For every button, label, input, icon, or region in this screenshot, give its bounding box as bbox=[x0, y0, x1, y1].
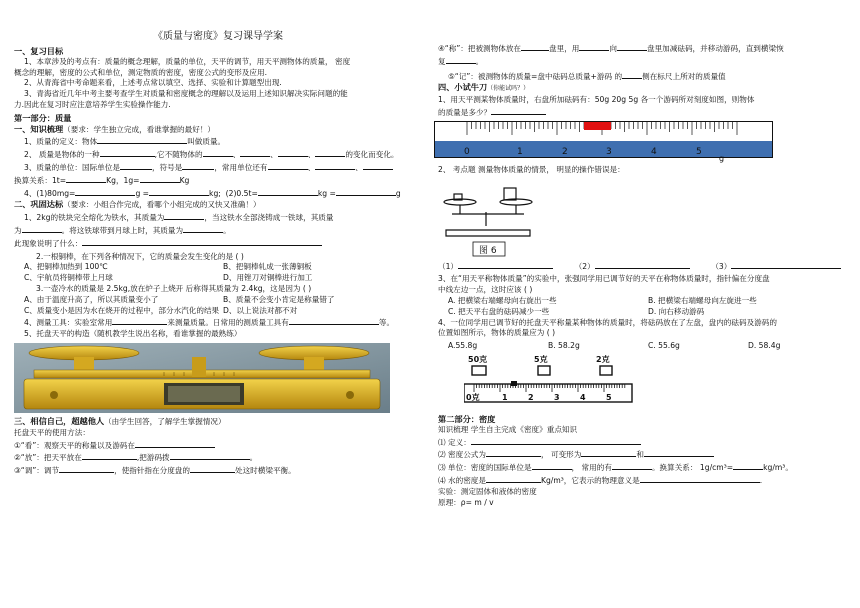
balance-diagram bbox=[438, 178, 848, 260]
q2-blank-5[interactable] bbox=[315, 148, 345, 157]
r1-mid-3: 盘里加减砝码，并移动游码，直到横梁恢 bbox=[647, 44, 784, 53]
c4-text: 4、测量工具：实验室常用 bbox=[24, 318, 113, 328]
d2-mid: ， 可变形为 bbox=[540, 450, 582, 460]
balance-photo bbox=[14, 343, 390, 413]
usage-title: 托盘天平的使用方法： bbox=[14, 427, 90, 437]
t4-option-b: B. 58.2g bbox=[548, 341, 580, 351]
usage-2-blank-2[interactable] bbox=[170, 451, 250, 460]
t4-text: 4、一位同学用已调节好的托盘天平称量某种物体的质量时，将砝码放在了左盘，盘内的砝码及游码的 bbox=[438, 317, 777, 327]
d3-text: ⑶ 单位：密度的国际单位是 bbox=[438, 463, 532, 473]
knowledge-note: （要求：学生独立完成，看谁掌握的最好！） bbox=[63, 124, 216, 134]
q3-blank[interactable] bbox=[120, 161, 152, 170]
page-title: 《质量与密度》复习课导学案 bbox=[153, 31, 283, 42]
c1-text: 1、2kg的铁块完全熔化为铁水，其质量为 bbox=[24, 213, 165, 223]
q2-blank[interactable] bbox=[100, 148, 155, 157]
t2-option-3: （3） bbox=[711, 261, 732, 271]
balance-diagram-svg bbox=[438, 178, 538, 260]
weights-figure bbox=[464, 354, 848, 412]
q3-mid: ，符号是 bbox=[151, 162, 183, 172]
d1-text: ⑴ 定义： bbox=[438, 437, 471, 447]
c5-text: 5、托盘天平的构造（随机教学生说出名称，看谁掌握的最熟练） bbox=[24, 329, 242, 339]
figure-6-label: 图 6 bbox=[479, 245, 497, 256]
c1-question: 此现象说明了什么： bbox=[14, 238, 83, 248]
r2-end: 侧在标尺上所对的质量值 bbox=[642, 71, 726, 81]
c1-answer-blank[interactable] bbox=[82, 237, 322, 246]
scale-label-5: 5 bbox=[606, 392, 612, 402]
weight-2g bbox=[600, 366, 612, 375]
q4-blank-2[interactable] bbox=[149, 187, 209, 196]
c3-text: 3.一壶冷水的质量是 2.5kg,放在炉子上烧开 后称得其质量为 2.4kg，这是因为 ( ) bbox=[36, 283, 312, 293]
q4-mid-3: kg = bbox=[317, 188, 336, 198]
q4-mid: g = bbox=[135, 188, 150, 198]
goal-1-cont: 概念的理解，密度的公式和单位，测定物质的密度，密度公式的变形及应用. bbox=[14, 67, 268, 77]
q1-text: 1、质量的定义：物体 bbox=[24, 137, 98, 147]
weight-5g bbox=[538, 366, 550, 375]
consolidate-heading: 二、巩固达标 bbox=[14, 199, 64, 210]
d4-mid: Kg/m³，它表示的物理意义是 bbox=[540, 475, 640, 485]
usage-2-blank[interactable] bbox=[82, 451, 137, 460]
t2-blank-3[interactable] bbox=[731, 260, 841, 269]
c2-option-b: B、把铜棒轧成一张薄铜板 bbox=[223, 262, 312, 272]
r1-blank-2[interactable] bbox=[579, 42, 609, 51]
t1-blank[interactable] bbox=[491, 106, 546, 115]
d3-mid: ， 常用的有 bbox=[571, 463, 612, 473]
t3-cont: 中线左边一点，这时应该 ( ) bbox=[438, 285, 533, 295]
d2-blank[interactable] bbox=[486, 448, 541, 457]
section4-heading: 四、小试牛刀 bbox=[438, 82, 488, 93]
q2-blank-2[interactable] bbox=[203, 148, 233, 157]
d4-blank[interactable] bbox=[486, 474, 541, 483]
d3-mid-2: 。换算关系： 1g/cm³= bbox=[651, 463, 734, 473]
q1-end: 叫做质量。 bbox=[187, 137, 226, 147]
right-column bbox=[438, 42, 848, 508]
goal-3-cont: 力.因此在复习时应注意培养学生实验操作能力. bbox=[14, 99, 171, 109]
r2-blank[interactable] bbox=[622, 70, 642, 79]
weight-50g bbox=[472, 366, 486, 375]
q2-blank-3[interactable] bbox=[240, 148, 270, 157]
usage-3-end: 处这时横梁平衡。 bbox=[235, 466, 296, 476]
t3-option-b: B. 把横梁右端螺母向左旋进一些 bbox=[648, 295, 757, 305]
c3-option-d: D、以上说法对都不对 bbox=[223, 305, 298, 315]
weight-label-5g: 5克 bbox=[534, 354, 548, 364]
q3-conv-mid: Kg，1g= bbox=[106, 175, 140, 185]
c3-option-b: B、质量不会变小肯定是称量错了 bbox=[223, 294, 335, 304]
q3-blank-5[interactable] bbox=[363, 161, 393, 170]
usage-2-mid: ,把游码拨 bbox=[136, 453, 170, 463]
section3-note: （由学生回答，了解学生掌握情况） bbox=[104, 416, 226, 426]
balance-illustration bbox=[14, 343, 390, 413]
q3-mid-2: ，常用单位还有 bbox=[214, 162, 268, 172]
c4-mid: 来测量质量。日常用的测质量工具有 bbox=[167, 318, 289, 328]
ruler-svg bbox=[434, 121, 774, 163]
t3-option-a: A. 把横梁右端螺母向右旋出一些 bbox=[448, 295, 557, 305]
experiment-title: 实验：测定固体和液体的密度 bbox=[438, 486, 537, 496]
scale-label-4: 4 bbox=[580, 392, 586, 402]
q3-blank-4[interactable] bbox=[315, 161, 355, 170]
t2-blank-1[interactable] bbox=[458, 260, 553, 269]
c1-mid-2: 。将这铁球带到月球上时，其质量为 bbox=[61, 225, 184, 235]
t2-option-2: （2） bbox=[574, 261, 595, 271]
q2-mid: ,它不随物体的 bbox=[154, 150, 203, 160]
q3-blank-2[interactable] bbox=[182, 161, 214, 170]
c4-blank[interactable] bbox=[112, 316, 167, 325]
d3-blank-3[interactable] bbox=[733, 461, 763, 470]
d2-text: ⑵ 密度公式为 bbox=[438, 450, 486, 460]
t1-cont: 的质量是多少？ bbox=[438, 107, 492, 117]
scale-label-1: 1 bbox=[502, 392, 508, 402]
d2-mid-2: 和 bbox=[636, 450, 644, 460]
d3-blank-2[interactable] bbox=[612, 461, 652, 470]
c1-blank[interactable] bbox=[164, 211, 204, 220]
ruler-label-0: 0 bbox=[464, 146, 470, 157]
usage-2-end: 。 bbox=[249, 453, 258, 463]
q2-end: 的变化而变化。 bbox=[345, 150, 399, 160]
scale-label-2: 2 bbox=[528, 392, 534, 402]
q3-conv-blank-2[interactable] bbox=[140, 174, 180, 183]
principle-formula: 原理：ρ= m / v bbox=[438, 497, 494, 507]
section-goals-heading: 一、复习目标 bbox=[14, 46, 64, 56]
ruler-label-1: 1 bbox=[517, 146, 523, 157]
q4-blank[interactable] bbox=[75, 187, 135, 196]
d4-text: ⑷ 水的密度是 bbox=[438, 475, 486, 485]
d4-blank-2[interactable] bbox=[640, 474, 763, 485]
r1-mid-2: 向 bbox=[609, 44, 617, 53]
part2-heading: 第二部分：密度 bbox=[438, 413, 496, 424]
ruler-label-3: 3 bbox=[606, 146, 612, 157]
ruler-label-2: 2 bbox=[562, 146, 568, 157]
goal-1: 1、本章涉及的考点有：质量的概念理解，质量的单位，天平的调节，用天平测物体的质量， 密度 bbox=[24, 56, 351, 66]
q4-text: 4、(1)80mg= bbox=[24, 188, 76, 198]
c4-end: 等。 bbox=[378, 318, 395, 328]
r1-blank-4[interactable] bbox=[446, 55, 476, 64]
usage-1: ①“看”：观察天平的称量以及游码在 bbox=[14, 440, 135, 450]
usage-2: ②“放”：把天平放在 bbox=[14, 453, 82, 463]
q3-conv: 换算关系：1t= bbox=[14, 175, 67, 185]
r2-text: ⑤“记”：被测物体的质量=盘中砝码总质量+游码 的 bbox=[448, 71, 623, 81]
t3-option-c: C. 把天平右盘的砝码减少一些 bbox=[448, 306, 550, 316]
ruler-unit: g bbox=[719, 153, 725, 163]
knowledge-heading: 一、知识梳理 bbox=[14, 123, 64, 134]
r1-blank[interactable] bbox=[521, 42, 549, 51]
q4-mid-2: kg; bbox=[209, 188, 221, 198]
c3-option-c: C、质量变小是因为水在烧开的过程中，部分水汽化的结果 bbox=[24, 305, 220, 315]
c2-text: 2.一根铜棒，在下列各种情况下，它的质量会发生变化的是 ( ) bbox=[36, 251, 244, 261]
weight-label-50g: 50克 bbox=[468, 354, 488, 364]
c2-option-d: D、用锉刀对铜棒进行加工 bbox=[223, 273, 313, 283]
t1-text: 1、用天平测某物体质量时，右盘所加砝码有：50g 20g 5g 各一个游码所对刻度如图，则物体 bbox=[438, 95, 755, 105]
t3-text: 3、在“用天平称物体质量”的实验中，张强同学用已调节好的天平在称物体质量时，指针偏在分度盘 bbox=[438, 274, 770, 284]
r1-cont: 复 bbox=[438, 56, 446, 66]
c1-blank-2[interactable] bbox=[22, 224, 62, 233]
scale-label-3: 3 bbox=[554, 392, 560, 402]
d2-blank-3[interactable] bbox=[644, 448, 714, 457]
d3-blank[interactable] bbox=[532, 461, 572, 470]
q3-conv-end: Kg bbox=[179, 175, 190, 185]
d1-blank[interactable] bbox=[471, 436, 641, 445]
t3-option-d: D. 向右移动游码 bbox=[648, 306, 705, 316]
r1-mid: 盘里，用 bbox=[549, 44, 580, 53]
t2-option-1: （1） bbox=[438, 261, 459, 271]
c3-option-a: A、由于温度升高了，所以其质量变小了 bbox=[24, 294, 159, 304]
section3-heading: 三、相信自己，超越他人 bbox=[14, 415, 105, 426]
q4-blank-4[interactable] bbox=[336, 187, 396, 196]
c1-end: 。 bbox=[223, 225, 231, 235]
q3-blank-3[interactable] bbox=[268, 161, 308, 170]
d4-end: . bbox=[759, 475, 763, 485]
scale-label-0: 0克 bbox=[466, 392, 480, 402]
r1-text: ④“称”：把被测物体放在 bbox=[438, 44, 522, 53]
rider-marker bbox=[584, 122, 611, 130]
usage-3-blank-2[interactable] bbox=[190, 464, 235, 473]
ruler-label-4: 4 bbox=[651, 146, 657, 157]
q2-text: 2、 质量是物体的一种 bbox=[24, 150, 100, 160]
r1-end: 。 bbox=[475, 56, 484, 66]
q3-conv-blank[interactable] bbox=[66, 174, 106, 183]
part1-heading: 第一部分：质量 bbox=[14, 112, 72, 123]
t4-option-d: D. 58.4g bbox=[748, 341, 781, 351]
q3-text: 3、质量的单位：国际单位是 bbox=[24, 162, 120, 172]
section4-note: （你能试吗？） bbox=[487, 85, 530, 93]
q4-part2: (2)0.5t= bbox=[225, 188, 258, 198]
ruler-figure bbox=[434, 121, 848, 163]
left-column: 《质量与密度》复习课导学案 一、复习目标 1、本章涉及的考点有：质量的概念理解，质量的单位，天平的调节，用天平测物体的质量， 密度 概念的理解，密度的公式和单位，测定物质的密度，密度公式的变形及应用. 2、从青海省中考命题来看，上述考点常以填空、选择、实验和计算题型出现. 3、青海省近几年中考主要考查学生对质量和密度概念的理解以及运用上述知识解决实际问题的能 力.因此在复习时应注意培养学生实验操作能力. 第一部分：质量 一、知识梳理（要求：学生独立完成，看谁掌握的最好！） 1、质量的定义：物体 叫做质量。 2、 质量是物体的一种 ,它不随物体的 、 、 、 的变化而变化。 3、质量的单位：国际单位是 ，符号是 ，常用单位还有 、 、 换算关系：1t= Kg，1g= Kg 4、(1)80mg= g = kg; (2)0.5t= kg = g 二、巩固达标（要求：小组合作完成，看哪个小组完成的又快又准确！） 1、2kg的铁块完全熔化为铁水，其质量为 ，当这铁水全部浇铸成一铁球，其质量 为 。将这铁球带到月球上时，其质量为 。 此现象说明了什么： 2.一根铜棒，在下列各种情况下，它的质量会发生变化的是 ( ) A、把铜棒加热到 100℃ B、把铜棒轧成一张薄铜板 C、宇航员将铜棒带上月球 D、用锉刀对铜棒进行加工 3.一壶冷水的质量是 2.5kg,放在炉子上烧开 后称得其质量为 2.4kg，这是因为 ( ) A、由于温度升高了，所以其质量变小了 B、质量不会变小肯定是称量错了 C、质量变小是因为水在烧开的过程中，部分水汽化的结果 D、以上说法对都不对 4、测量工具：实验室常用 来测量质量。日常用的测质量工具有 等。 5、托盘天平的构造（随机教学生说出名称，看谁掌握的最熟练） 三、相信自己，超越他人（由学生回答，了解学生掌握情况） 托盘天平的使用方法： ①“看”：观察天平的称量以及游码在 ②“放”：把天平放在 ,把游码拨 。 ③“调”：调节 ，使指针指在分度盘的 处这时横梁平衡。 bbox=[14, 0, 422, 477]
usage-3: ③“调”：调节 bbox=[14, 466, 60, 476]
consolidate-note: （要求：小组合作完成，看哪个小组完成的又快又准确！） bbox=[63, 200, 261, 210]
c1-blank-3[interactable] bbox=[183, 224, 223, 233]
d2-blank-2[interactable] bbox=[581, 448, 636, 457]
density-intro: 知识梳理 学生自主完成《密度》重点知识 bbox=[438, 424, 578, 434]
ruler-label-5: 5 bbox=[696, 146, 702, 157]
scale-rider bbox=[511, 381, 517, 386]
usage-3-blank[interactable] bbox=[59, 464, 114, 473]
q2-blank-4[interactable] bbox=[278, 148, 308, 157]
goal-3: 3、青海省近几年中考主要考查学生对质量和密度概念的理解以及运用上述知识解决实际问题的能 bbox=[24, 89, 348, 99]
t2-blank-2[interactable] bbox=[595, 260, 690, 269]
usage-1-blank[interactable] bbox=[135, 439, 215, 448]
weights-svg bbox=[464, 354, 634, 412]
c2-option-c: C、宇航员将铜棒带上月球 bbox=[24, 273, 113, 283]
usage-3-mid: ，使指针指在分度盘的 bbox=[114, 466, 190, 476]
t4-cont: 位置如图所示，物体的质量应为 ( ) bbox=[438, 328, 556, 338]
c1-cont: 为 bbox=[14, 225, 22, 235]
goal-2: 2、从青海省中考命题来看，上述考点常以填空、选择、实验和计算题型出现. bbox=[24, 78, 282, 88]
c1-mid: ，当这铁水全部浇铸成一铁球，其质量 bbox=[204, 213, 334, 223]
d3-end: kg/m³。 bbox=[763, 463, 793, 473]
q4-end: g bbox=[395, 188, 401, 198]
q1-blank[interactable] bbox=[97, 135, 187, 144]
r1-blank-3[interactable] bbox=[617, 42, 647, 51]
t2-text: 2、 考点题 测量物体质量的情景， 明显的操作错误是： bbox=[438, 164, 625, 174]
c2-option-a: A、把铜棒加热到 100℃ bbox=[24, 262, 108, 272]
weight-label-2g: 2克 bbox=[596, 354, 610, 364]
q4-blank-3[interactable] bbox=[258, 187, 318, 196]
t4-option-a: A.55.8g bbox=[448, 341, 478, 351]
t4-option-c: C. 55.6g bbox=[648, 341, 680, 351]
c4-blank-2[interactable] bbox=[289, 316, 379, 325]
